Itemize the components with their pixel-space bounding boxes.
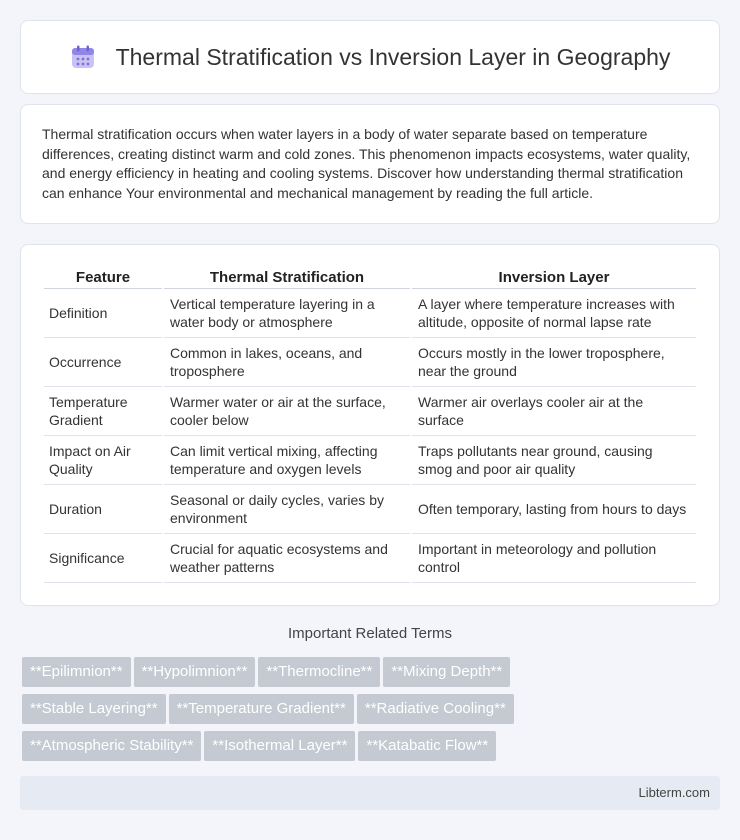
comparison-table-card [20, 244, 720, 606]
term-tag[interactable]: **Stable Layering** [22, 694, 166, 724]
table-row [44, 534, 696, 583]
term-tag[interactable]: **Temperature Gradient** [169, 694, 354, 724]
footer [20, 776, 720, 810]
row-feature: Definition [44, 289, 162, 338]
table-row [44, 338, 696, 387]
table-row [44, 485, 696, 534]
table-row [44, 436, 696, 485]
row-feature: Occurrence [44, 338, 162, 387]
row-inversion: Often temporary, lasting from hours to days [412, 485, 696, 534]
row-inversion: Warmer air overlays cooler air at the surface [412, 387, 696, 436]
intro-text: Thermal stratification occurs when water layers in a body of water separate based on temperature differences, creating distinct warm and cold zones. This phenomenon impacts ecosystems, water quality, and energy efficiency in heating and cooling systems. Discover how understanding thermal stratification can enhance Your environmental and mechanical management by reading the full article. [42, 126, 691, 201]
comparison-table [42, 263, 698, 583]
row-thermal: Common in lakes, oceans, and troposphere [164, 338, 410, 387]
term-tag[interactable]: **Radiative Cooling** [357, 694, 514, 724]
row-feature: Duration [44, 485, 162, 534]
term-tag[interactable]: **Isothermal Layer** [204, 731, 355, 761]
term-tag[interactable]: **Thermocline** [258, 657, 380, 687]
term-tag[interactable]: **Hypolimnion** [134, 657, 256, 687]
header-card [20, 20, 720, 94]
row-inversion: A layer where temperature increases with altitude, opposite of normal lapse rate [412, 289, 696, 338]
row-thermal: Seasonal or daily cycles, varies by environment [164, 485, 410, 534]
header-thermal-stratification: Thermal Stratification [164, 263, 410, 289]
term-tag[interactable]: **Mixing Depth** [383, 657, 510, 687]
footer-site-link[interactable]: Libterm.com [638, 785, 710, 800]
related-terms-list [22, 657, 722, 768]
intro-card [20, 104, 720, 224]
header-inversion-layer: Inversion Layer [412, 263, 696, 289]
row-thermal: Vertical temperature layering in a water body or atmosphere [164, 289, 410, 338]
term-tag[interactable]: **Atmospheric Stability** [22, 731, 201, 761]
table-row [44, 387, 696, 436]
row-inversion: Traps pollutants near ground, causing smog and poor air quality [412, 436, 696, 485]
table-header-row [44, 263, 696, 289]
page-title: Thermal Stratification vs Inversion Layer in Geography [115, 43, 671, 70]
term-tag[interactable]: **Epilimnion** [22, 657, 131, 687]
row-inversion: Important in meteorology and pollution control [412, 534, 696, 583]
row-thermal: Can limit vertical mixing, affecting temperature and oxygen levels [164, 436, 410, 485]
related-terms-title: Important Related Terms [288, 625, 452, 642]
row-thermal: Warmer water or air at the surface, cooler below [164, 387, 410, 436]
row-feature: Impact on Air Quality [44, 436, 162, 485]
row-feature: Significance [44, 534, 162, 583]
row-feature: Temperature Gradient [44, 387, 162, 436]
calendar-icon [70, 44, 96, 70]
term-tag[interactable]: **Katabatic Flow** [358, 731, 496, 761]
row-thermal: Crucial for aquatic ecosystems and weather patterns [164, 534, 410, 583]
table-row [44, 289, 696, 338]
header-feature: Feature [44, 263, 162, 289]
row-inversion: Occurs mostly in the lower troposphere, near the ground [412, 338, 696, 387]
